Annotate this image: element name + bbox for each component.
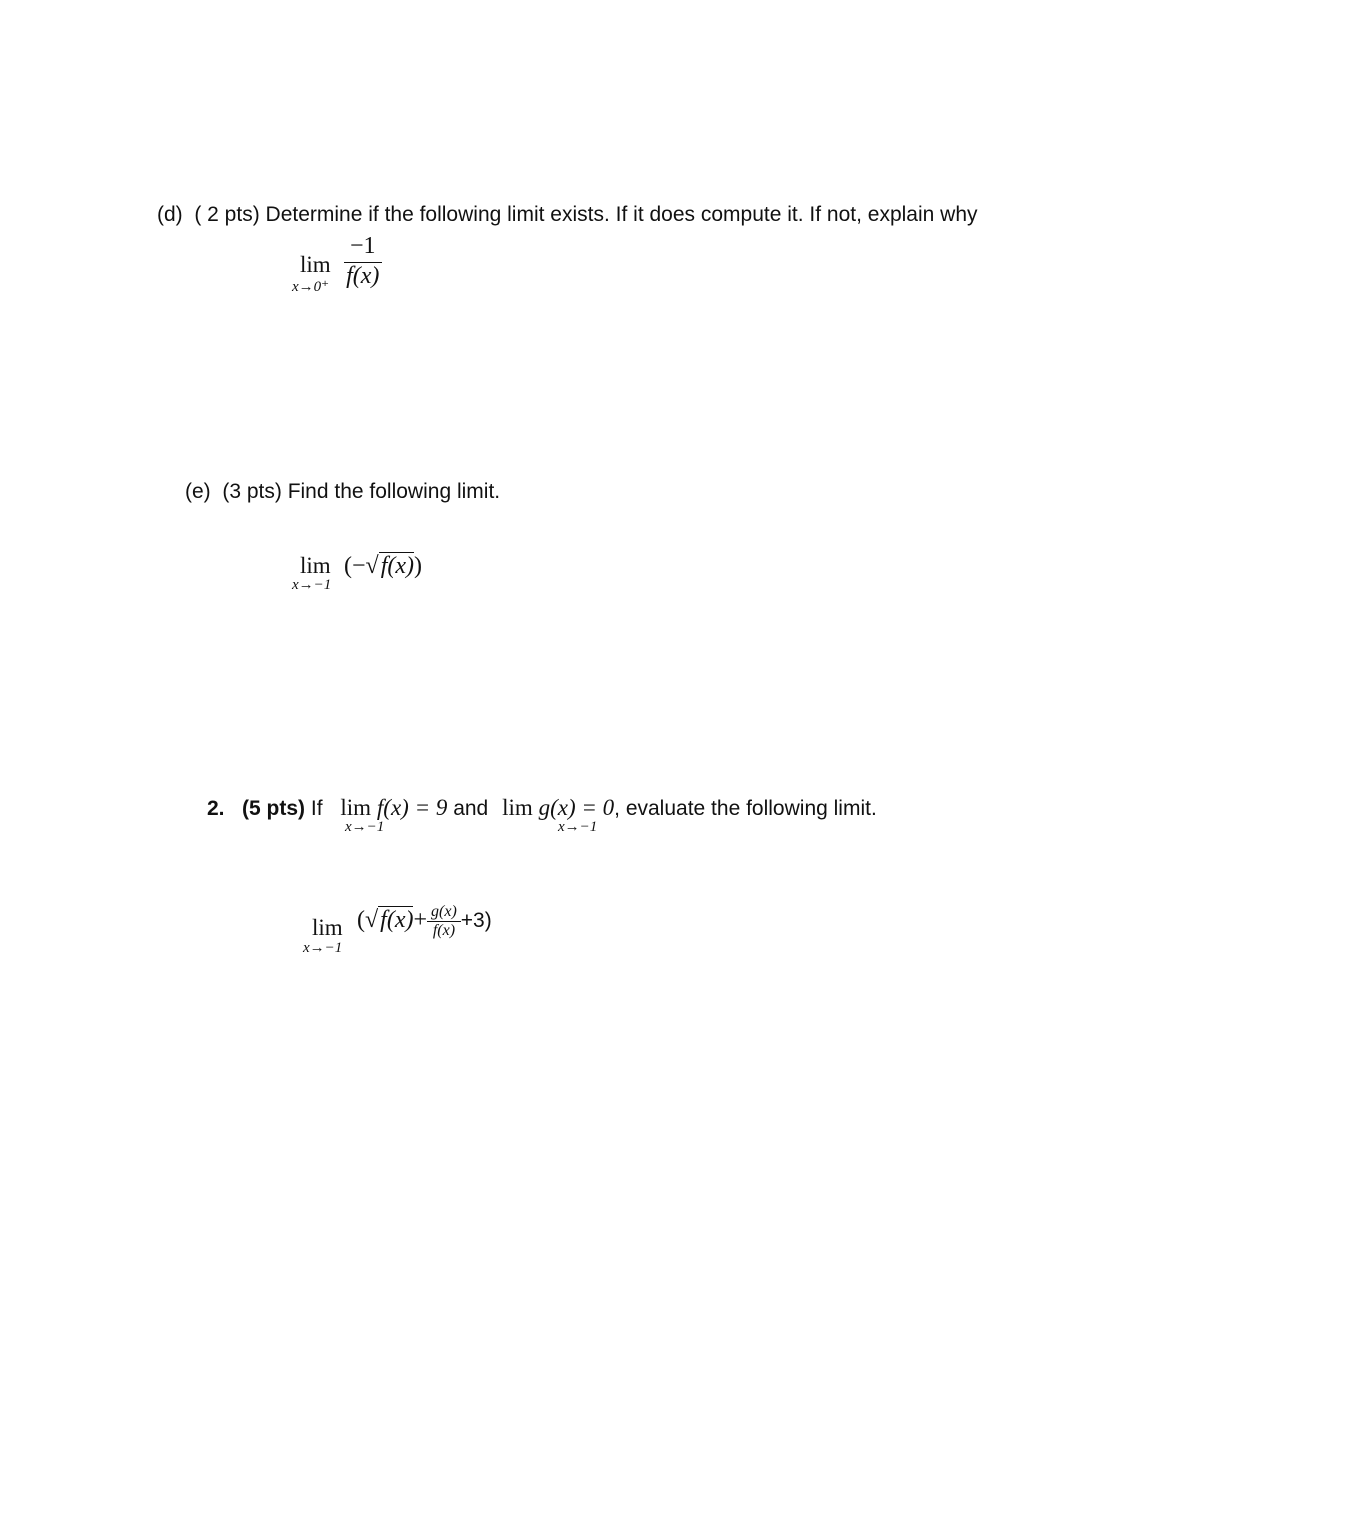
problem-2-number: 2. [207,797,225,820]
part-e-open: (− [344,553,366,579]
problem-2-radicand: f(x) [380,907,414,934]
part-e-prompt [185,480,500,504]
part-d-lim: lim [300,252,331,277]
problem-2-expression [357,903,492,940]
part-e-lim-sub: x→−1 [292,577,332,593]
problem-2-and: and [453,797,489,820]
problem-2-open: ( [357,907,365,934]
problem-2-tail: +3) [460,909,492,933]
radical-icon: √ [365,907,379,934]
part-d-label: (d) [157,203,183,226]
problem-2-if: If [310,797,323,820]
part-d-denominator: f(x) [346,263,380,289]
radical-icon: √ [365,553,379,579]
part-d-prompt [157,203,978,227]
part-e-label: (e) [185,480,211,503]
problem-2-numerator: g(x) [427,903,461,922]
problem-2-expr2: g(x) = 0 [538,795,615,820]
problem-2-lim1: lim [340,795,372,820]
part-d-numerator: −1 [344,233,382,263]
problem-2-prompt [207,795,877,821]
part-e-text: (3 pts) Find the following limit. [222,480,501,503]
part-d-fraction [344,233,382,290]
problem-2-sub2: x→−1 [558,819,598,835]
part-e-lim: lim [300,553,331,578]
part-d-lim-sub: x→0⁺ [292,279,330,295]
problem-2-rest: , evaluate the following limit. [614,797,877,820]
problem-2-lim: lim [312,915,343,940]
problem-2-plus: + [413,907,428,934]
problem-2-points: (5 pts) [242,797,306,820]
problem-2-lim-sub: x→−1 [303,940,343,956]
part-d-text: ( 2 pts) Determine if the following limit exists. If it does compute it. If not, explain why [194,203,978,226]
problem-2-sub1: x→−1 [345,819,385,835]
problem-2-lim2: lim [502,795,533,820]
part-e-radicand: f(x) [380,553,415,579]
problem-2-denominator: f(x) [432,922,456,939]
part-e-close: ) [414,553,423,579]
problem-2-expr1: f(x) = 9 [376,795,448,820]
part-e-expression [344,553,422,580]
